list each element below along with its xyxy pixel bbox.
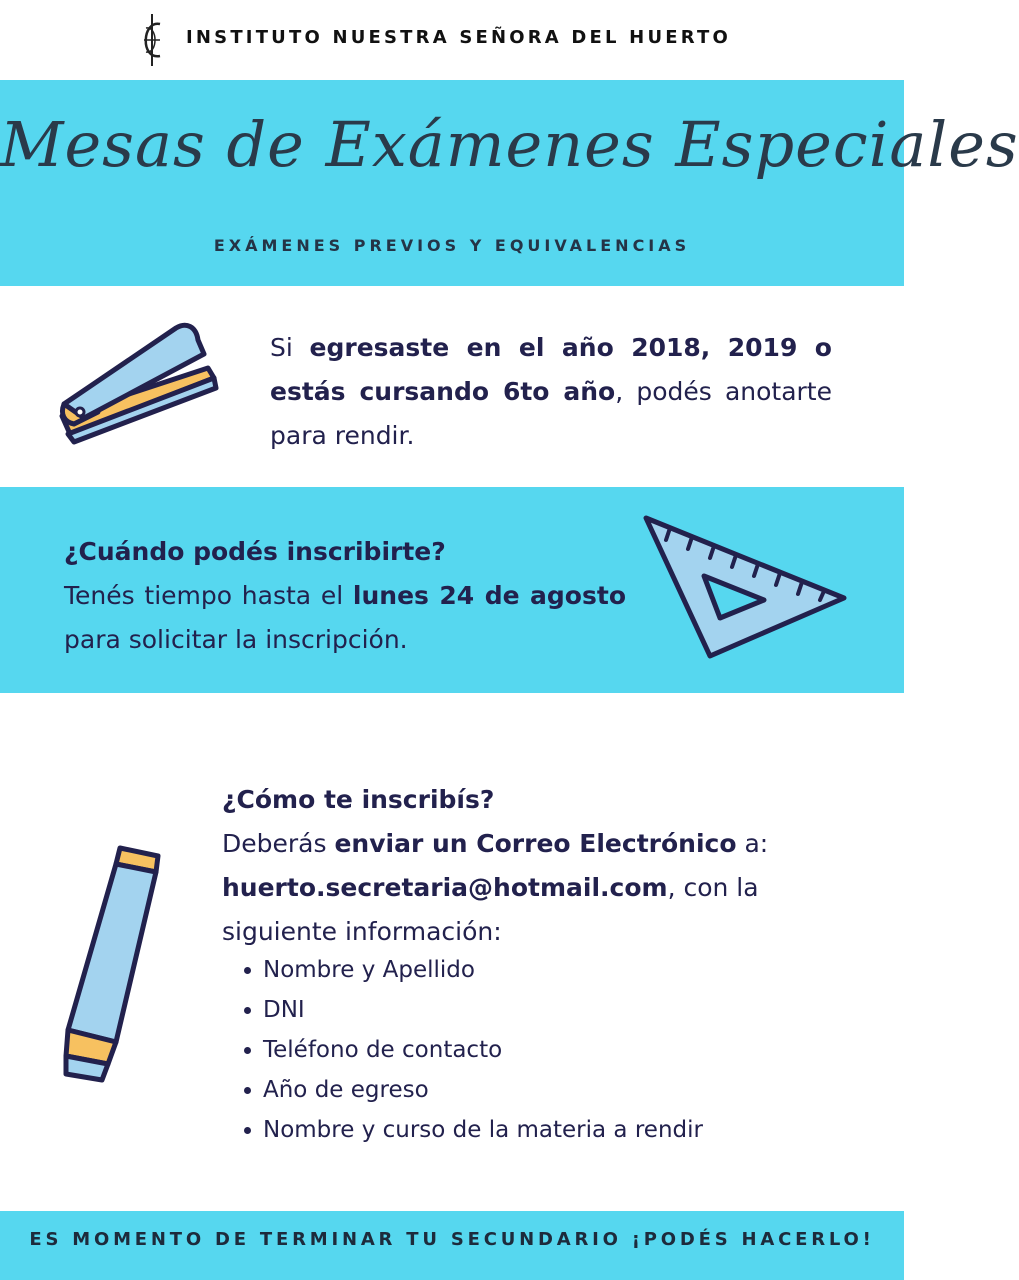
deadline-paragraph: ¿Cuándo podés inscribirte? Tenés tiempo hasta el lunes 24 de agosto para solicitar la inscripción. (64, 537, 626, 654)
monogram-logo-icon (138, 12, 166, 68)
page-subtitle: EXÁMENES PREVIOS Y EQUIVALENCIAS (213, 236, 691, 255)
marker-icon (56, 842, 166, 1084)
page-title: Mesas de Exámenes Especiales (0, 108, 1019, 181)
deadline-question: ¿Cuándo podés inscribirte? (64, 537, 446, 566)
email-address[interactable]: huerto.secretaria@hotmail.com (222, 873, 668, 902)
triangle-ruler-icon (640, 512, 850, 662)
list-item: Nombre y curso de la materia a rendir (244, 1110, 703, 1150)
requirements-list (244, 950, 703, 1150)
list-item: Teléfono de contacto (244, 1030, 703, 1070)
instructions-question: ¿Cómo te inscribís? (222, 785, 495, 814)
institution-name: INSTITUTO NUESTRA SEÑORA DEL HUERTO (186, 27, 731, 48)
footer-text: ES MOMENTO DE TERMINAR TU SECUNDARIO ¡PODÉS HACERLO! (29, 1229, 875, 1250)
stapler-icon (58, 318, 218, 448)
instructions-paragraph: ¿Cómo te inscribís? Deberás enviar un Correo Electrónico a: huerto.secretaria@hotmail.com, con la siguiente información: (222, 785, 769, 946)
list-item: Nombre y Apellido (244, 950, 703, 990)
list-item: DNI (244, 990, 703, 1030)
eligibility-paragraph: Si egresaste en el año 2018, 2019 o estás cursando 6to año, podés anotarte para rendir. (270, 333, 832, 450)
list-item: Año de egreso (244, 1070, 703, 1110)
